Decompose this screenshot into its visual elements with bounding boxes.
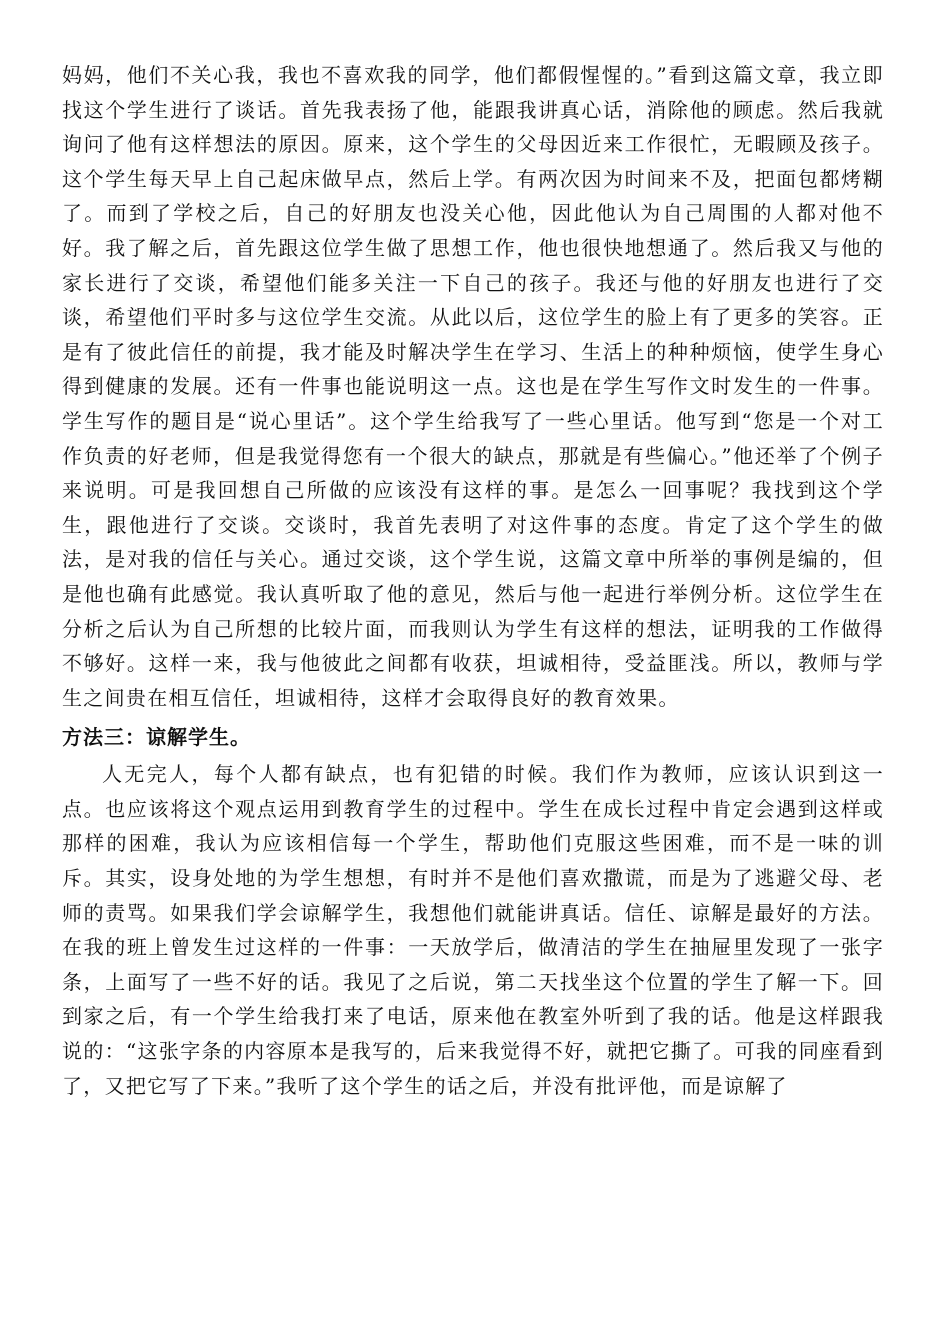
- section-heading-method-3: 方法三：谅解学生。: [62, 725, 251, 750]
- body-paragraph-1: 妈妈，他们不关心我，我也不喜欢我的同学，他们都假惺惺的。”看到这篇文章，我立即找这个学生进行了谈话。首先我表扬了他，能跟我讲真心话，消除他的顾虑。然后我就询问了他有这样想法的原因。原来，这个学生的父母因近来工作很忙，无暇顾及孩子。这个学生每天早上自己起床做早点，然后上学。有两次因为时间来不及，把面包都烤糊了。而到了学校之后，自己的好朋友也没关心他，因此他认为自己周围的人都对他不好。我了解之后，首先跟这位学生做了思想工作，他也很快地想通了。然后我又与他的家长进行了交谈，希望他们能多关注一下自己的孩子。我还与他的好朋友也进行了交谈，希望他们平时多与这位学生交流。从此以后，这位学生的脸上有了更多的笑容。正是有了彼此信任的前提，我才能及时解决学生在学习、生活上的种种烦恼，使学生身心得到健康的发展。还有一件事也能说明这一点。这也是在学生写作文时发生的一件事。学生写作的题目是“说心里话”。这个学生给我写了一些心里话。他写到“您是一个对工作负责的好老师，但是我觉得您有一个很大的缺点，那就是有些偏心。”他还举了个例子来说明。可是我回想自己所做的应该没有这样的事。是怎么一回事呢？我找到这个学生，跟他进行了交谈。交谈时，我首先表明了对这件事的态度。肯定了这个学生的做法，是对我的信任与关心。通过交谈，这个学生说，这篇文章中所举的事例是编的，但是他也确有此感觉。我认真听取了他的意见，然后与他一起进行举例分析。这位学生在分析之后认为自己所想的比较片面，而我则认为学生有这样的想法，证明我的工作做得不够好。这样一来，我与他彼此之间都有收获，坦诚相待，受益匪浅。所以，教师与学生之间贵在相互信任，坦诚相待，这样才会取得良好的教育效果。: [62, 63, 884, 710]
- document-page: [62, 58, 884, 1103]
- body-paragraph-2: 人无完人，每个人都有缺点，也有犯错的时候。我们作为教师，应该认识到这一点。也应该将这个观点运用到教育学生的过程中。学生在成长过程中肯定会遇到这样或那样的困难，我认为应该相信每一个学生，帮助他们克服这些困难，而不是一味的训斥。其实，设身处地的为学生想想，有时并不是他们喜欢撒谎，而是为了逃避父母、老师的责骂。如果我们学会谅解学生，我想他们就能讲真话。信任、谅解是最好的方法。在我的班上曾发生过这样的一件事：一天放学后，做清洁的学生在抽屉里发现了一张字条，上面写了一些不好的话。我见了之后说，第二天找坐这个位置的学生了解一下。回到家之后，有一个学生给我打来了电话，原来他在教室外听到了我的话。他是这样跟我说的：“这张字条的内容原本是我写的，后来我觉得不好，就把它撕了。可我的同座看到了，又把它写了下来。”我听了这个学生的话之后，并没有批评他，而是谅解了: [62, 762, 884, 1098]
